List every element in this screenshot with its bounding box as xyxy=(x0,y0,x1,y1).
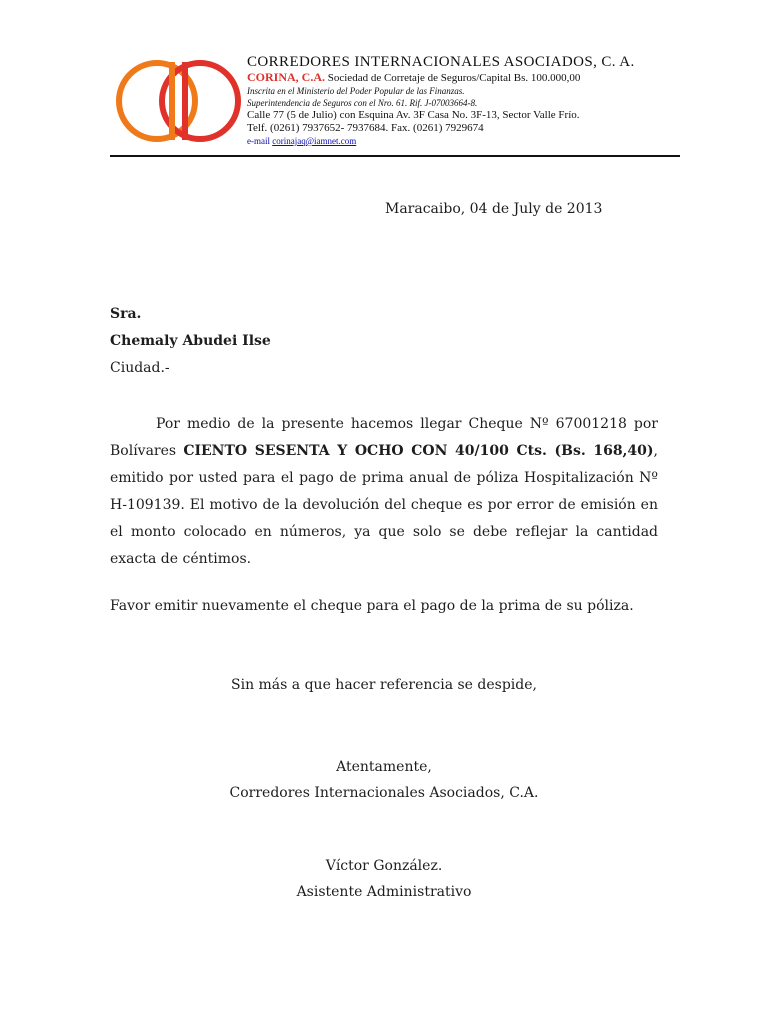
recipient-name: Chemaly Abudei Ilse xyxy=(110,333,271,349)
signatory-name: Víctor González. xyxy=(325,858,443,874)
amount-in-words: CIENTO SESENTA Y OCHO CON 40/100 Cts. (Bs. 168,40) xyxy=(183,443,654,459)
corina-abbr: CORINA, C.A. xyxy=(247,70,325,84)
letter-date: Maracaibo, 04 de July de 2013 xyxy=(385,201,603,217)
company-name: CORREDORES INTERNACIONALES ASOCIADOS, C. A. xyxy=(247,54,635,70)
body-paragraph xyxy=(110,411,658,573)
email-label: e-mail xyxy=(247,136,273,146)
recipient-city: Ciudad.- xyxy=(110,360,170,376)
body-text-part1: Por medio de la presente hacemos llegar Cheque Nº 67001218 por Bolívares xyxy=(110,416,658,459)
signatory-company: Corredores Internacionales Asociados, C.A. xyxy=(229,785,539,801)
letterhead xyxy=(0,0,768,160)
signatory-title: Asistente Administrativo xyxy=(296,884,472,900)
superintendencia-line: Superintendencia de Seguros con el Nro. 61. Rif. J-07003664-8. xyxy=(247,98,478,108)
closing-line: Sin más a que hacer referencia se despide, xyxy=(231,677,537,693)
body-text-part2: , emitido por usted para el pago de prima anual de póliza Hospitalización Nº H-109139. El motivo de la devolución del cheque es por error de emisión en el monto colocado en números, ya que solo se debe reflejar la cantidad exacta de céntimos. xyxy=(110,443,658,567)
company-logo-icon xyxy=(112,56,246,146)
corina-line xyxy=(247,71,677,85)
email-line xyxy=(247,135,677,147)
company-info xyxy=(247,54,677,147)
ministry-line: Inscrita en el Ministerio del Poder Popular de las Finanzas. xyxy=(247,86,465,96)
request-paragraph: Favor emitir nuevamente el cheque para el pago de la prima de su póliza. xyxy=(110,598,634,614)
corina-description: Sociedad de Corretaje de Seguros/Capital Bs. 100.000,00 xyxy=(325,72,581,84)
phone-line: Telf. (0261) 7937652- 7937684. Fax. (0261) 7929674 xyxy=(247,122,484,134)
regards: Atentamente, xyxy=(336,759,432,775)
email-link[interactable]: corinajaq@iamnet.com xyxy=(272,136,357,146)
address-line: Calle 77 (5 de Julio) con Esquina Av. 3F Casa No. 3F-13, Sector Valle Frío. xyxy=(247,109,580,121)
salutation: Sra. xyxy=(110,306,142,322)
header-divider xyxy=(110,155,680,157)
